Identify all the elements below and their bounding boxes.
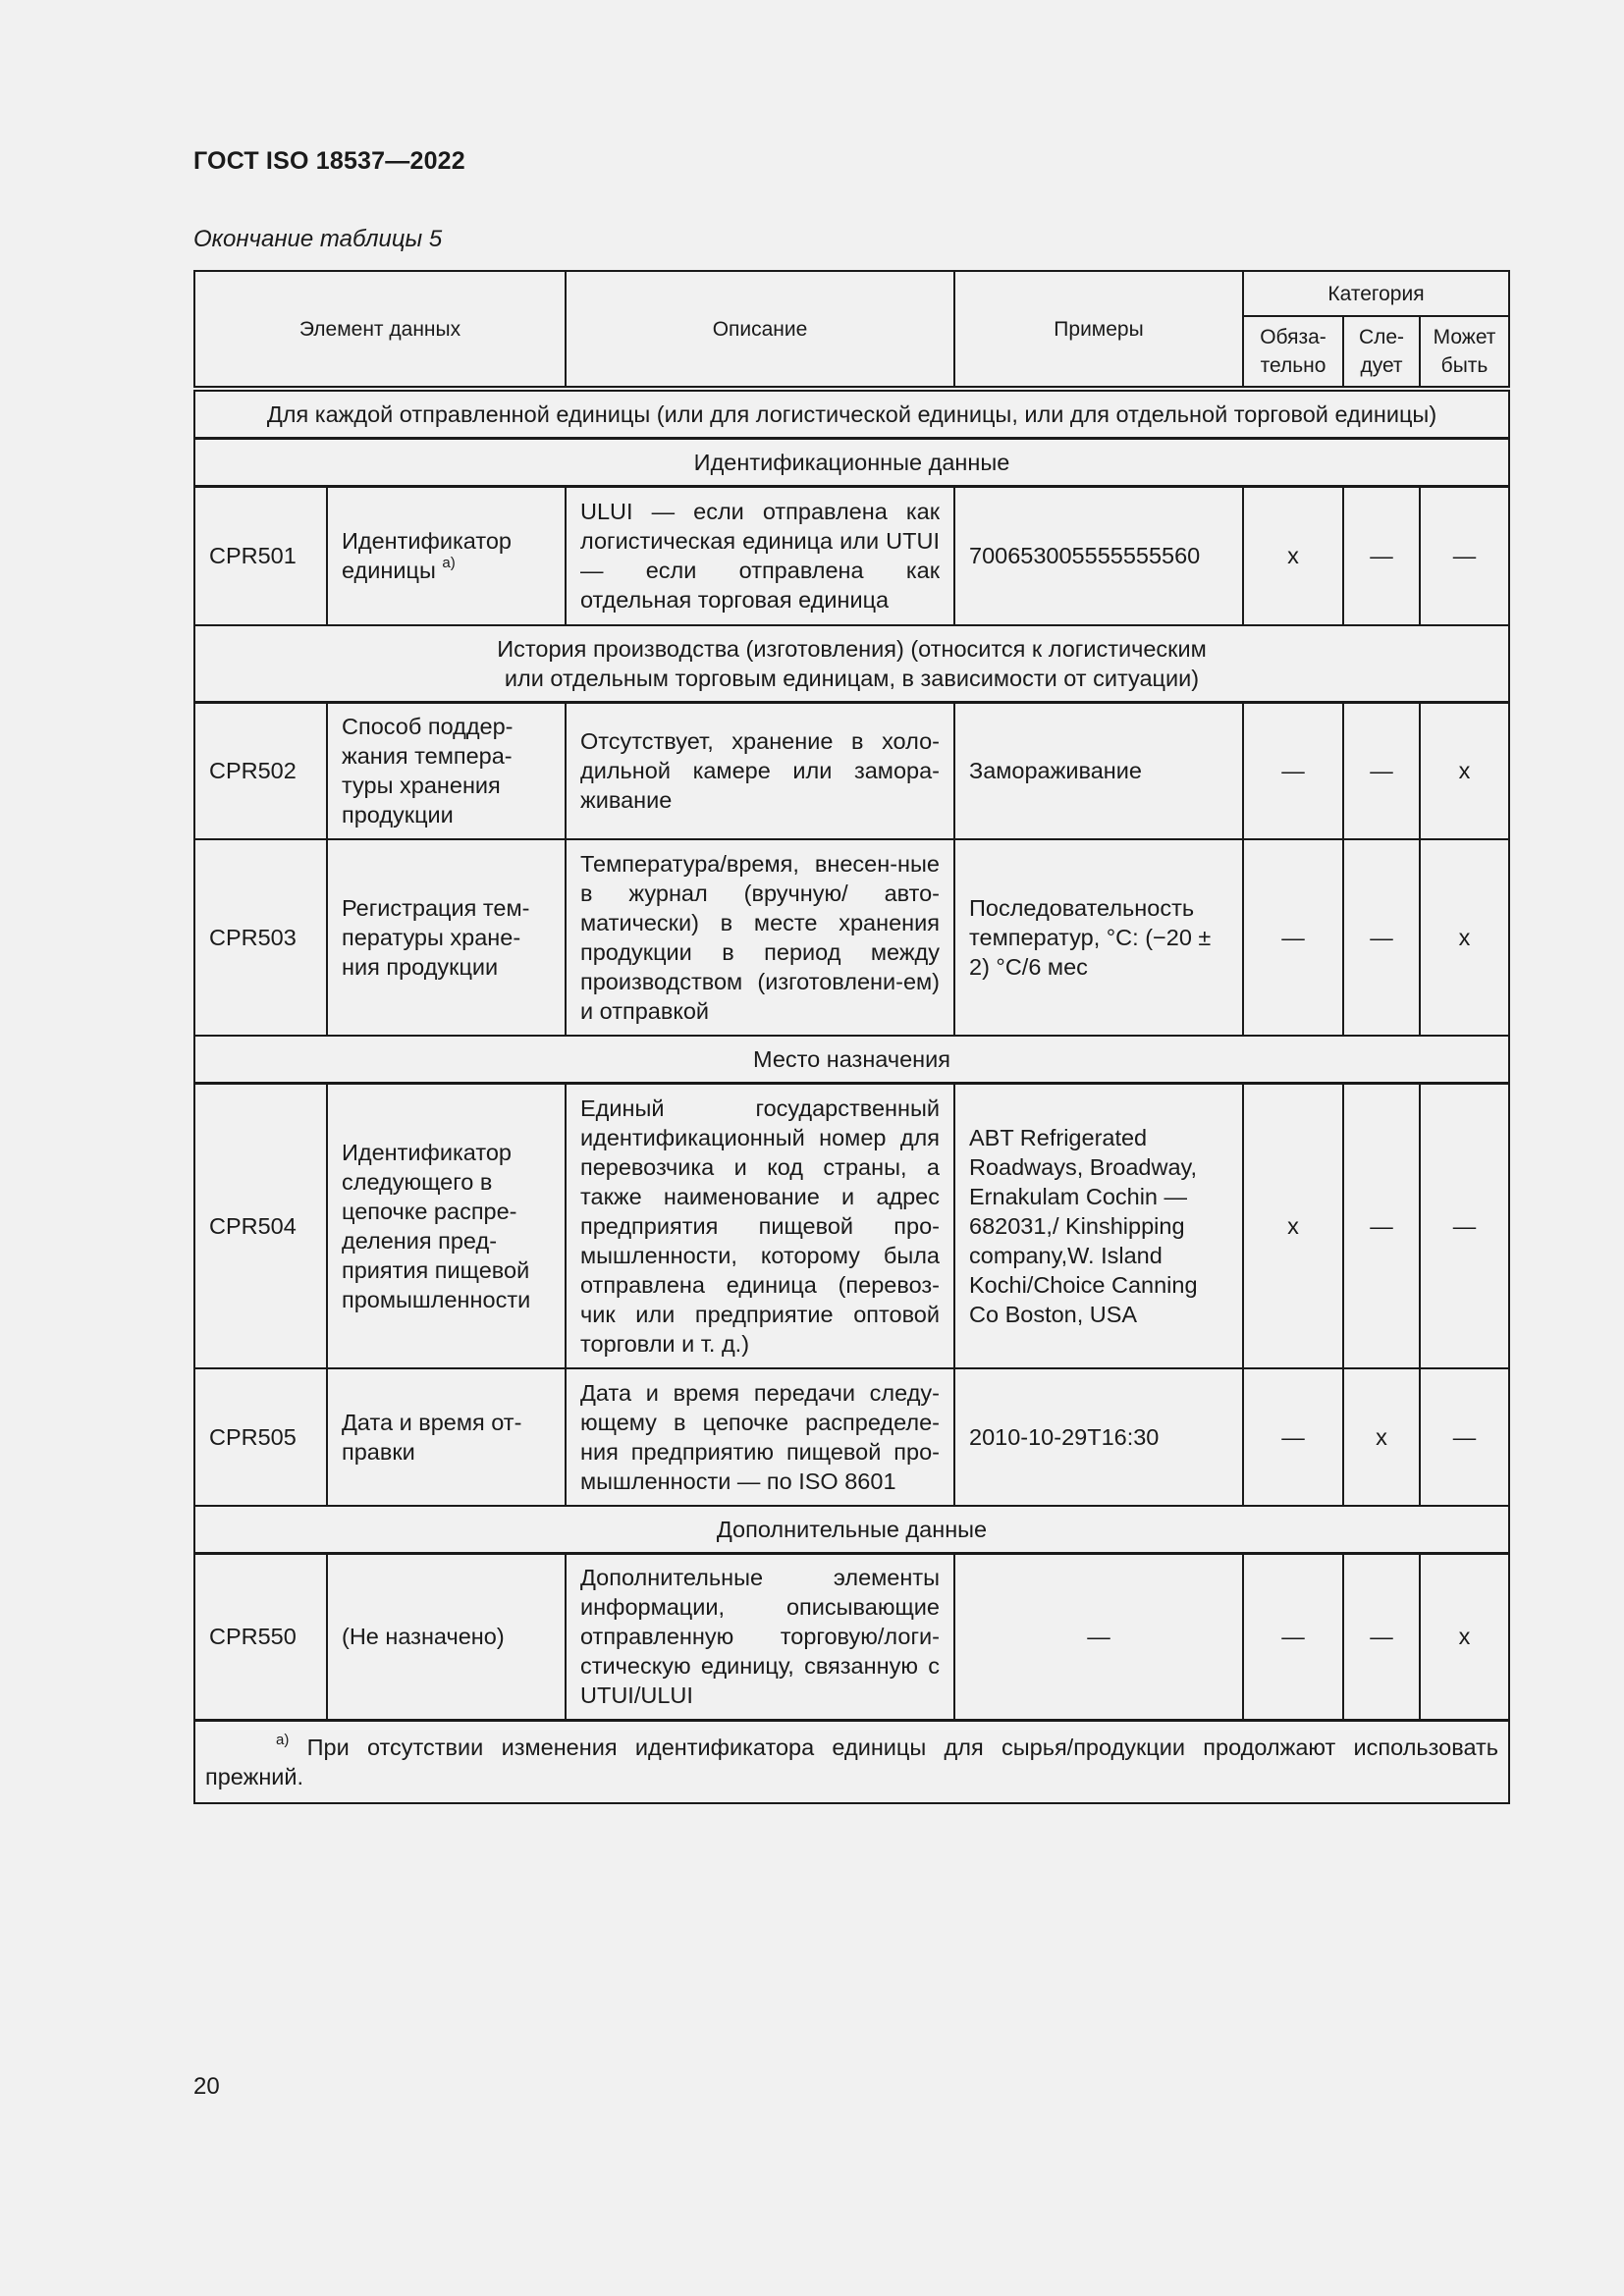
row-example: Замораживание [954,702,1243,839]
row-name [327,487,566,625]
row-mandatory: — [1243,839,1343,1036]
section-title-destination: Место назначения [194,1036,1509,1084]
row-code: CPR504 [194,1084,327,1368]
row-description: Температура/время, внесен-ные в журнал (вручную/ авто-матически) в месте хранения продукции в период между производством (изготовлени-ем) и отправкой [566,839,954,1036]
row-name: Идентификатор следующего в цепочке распре-деления пред-приятия пищевой промышленности [327,1084,566,1368]
table-row [194,839,1509,1036]
section-title-shipped-unit: Для каждой отправленной единицы (или для логистической единицы, или для отдельной торговой единицы) [194,389,1509,439]
data-elements-table [193,270,1510,1804]
table-row [194,1553,1509,1720]
row-example: — [954,1553,1243,1720]
row-code: CPR550 [194,1553,327,1720]
column-header-description: Описание [566,271,954,389]
row-may: — [1420,1368,1509,1506]
row-should: — [1343,487,1420,625]
row-name: (Не назначено) [327,1553,566,1720]
row-should: — [1343,1084,1420,1368]
column-header-mandatory: Обяза-тельно [1243,316,1343,389]
section-row [194,389,1509,439]
row-name: Способ поддер-жания темпера-туры хранения продукции [327,702,566,839]
row-may: x [1420,1553,1509,1720]
row-description: Дополнительные элементы информации, описывающие отправленную торговую/логи-стическую единицу, связанную с UTUI/ULUI [566,1553,954,1720]
row-may: — [1420,487,1509,625]
section-row [194,625,1509,703]
document-header: ГОСТ ISO 18537—2022 [193,147,465,175]
section-title-identification: Идентификационные данные [194,439,1509,487]
table-footnote [194,1720,1509,1803]
section-row [194,1506,1509,1554]
table-row [194,1084,1509,1368]
row-description: Единый государственный идентификационный номер для перевозчика и код страны, а также наименование и адрес предприятия пищевой про-мышленности, которому была отправлена единица (перевоз-чик или предприятие оптовой торговли и т. д.) [566,1084,954,1368]
row-should: x [1343,1368,1420,1506]
column-header-element: Элемент данных [194,271,566,389]
row-should: — [1343,702,1420,839]
row-description: Отсутствует, хранение в холо-дильной камере или замора-живание [566,702,954,839]
row-name: Регистрация тем-пературы хране-ния продукции [327,839,566,1036]
row-may: x [1420,702,1509,839]
table-row [194,487,1509,625]
column-header-category: Категория [1243,271,1509,316]
row-description: ULUI — если отправлена как логистическая единица или UTUI — если отправлена как отдельная торговая единица [566,487,954,625]
section-title-production-history: История производства (изготовления) (относится к логистическим или отдельным торговым единицам, в зависимости от ситуации) [194,625,1509,703]
row-example: 2010-10-29T16:30 [954,1368,1243,1506]
row-code: CPR505 [194,1368,327,1506]
row-example: Последовательность температур, °С: (−20 ± 2) °С/6 мес [954,839,1243,1036]
row-mandatory: — [1243,702,1343,839]
row-code: CPR501 [194,487,327,625]
column-header-examples: Примеры [954,271,1243,389]
section-row [194,1036,1509,1084]
column-header-may: Может быть [1420,316,1509,389]
footnote-marker: a) [276,1731,290,1748]
row-mandatory: x [1243,1084,1343,1368]
row-name-text: Идентификатор единицы [342,528,512,584]
table-row [194,702,1509,839]
row-should: — [1343,839,1420,1036]
section-row [194,439,1509,487]
row-description: Дата и время передачи следу-ющему в цепочке распределе-ния предприятию пищевой про-мышленности — по ISO 8601 [566,1368,954,1506]
column-header-should: Сле-дует [1343,316,1420,389]
row-code: CPR503 [194,839,327,1036]
row-mandatory: — [1243,1553,1343,1720]
row-name: Дата и время от-правки [327,1368,566,1506]
row-mandatory: — [1243,1368,1343,1506]
page-number: 20 [193,2073,220,2100]
row-example: 700653005555555560 [954,487,1243,625]
footnote-marker: a) [442,555,456,572]
row-mandatory: x [1243,487,1343,625]
row-example: ABT Refrigerated Roadways, Broadway, Ernakulam Cochin — 682031,/ Kinshipping company,W. Island Kochi/Choice Canning Co Boston, USA [954,1084,1243,1368]
footnote-text: При отсутствии изменения идентификатора единицы для сырья/продукции продолжают использовать прежний. [205,1734,1499,1789]
table-caption: Окончание таблицы 5 [193,226,443,252]
row-may: — [1420,1084,1509,1368]
row-code: CPR502 [194,702,327,839]
section-title-additional: Дополнительные данные [194,1506,1509,1554]
table-row [194,1368,1509,1506]
row-may: x [1420,839,1509,1036]
row-should: — [1343,1553,1420,1720]
footnote-row [194,1720,1509,1803]
